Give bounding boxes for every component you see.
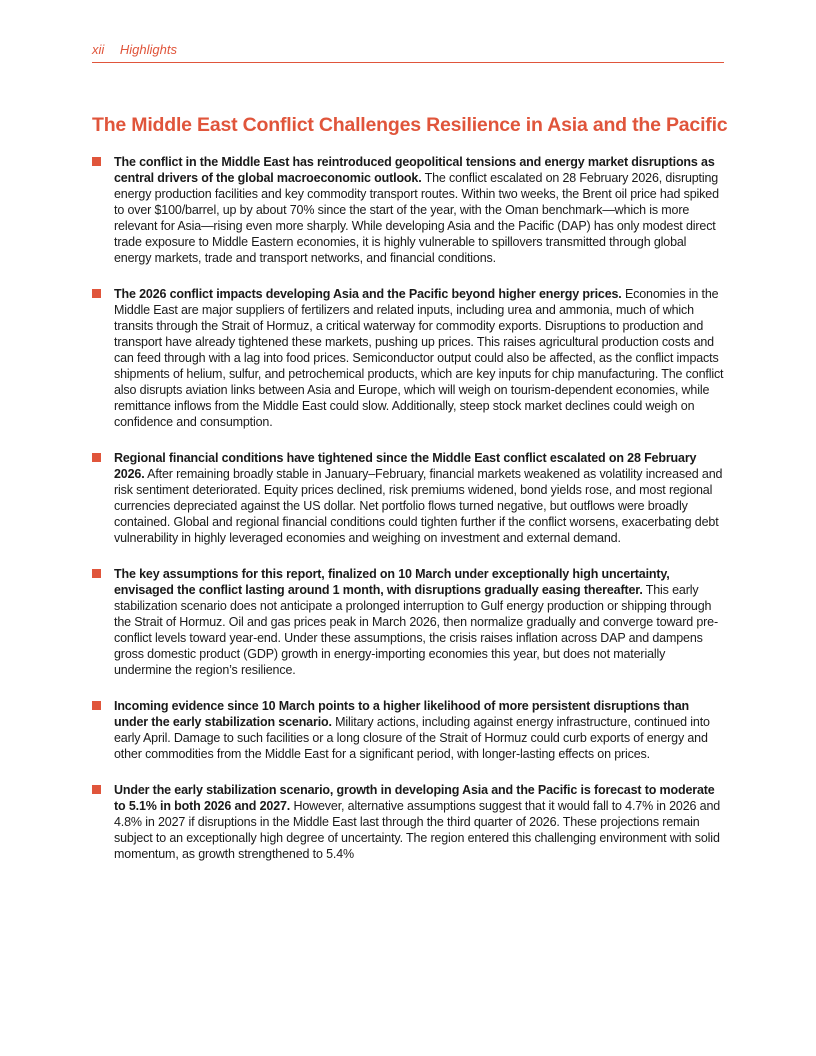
highlight-body: Economies in the Middle East are major suppliers of fertilizers and related inputs, including urea and ammonia, much of which transits through the Strait of Hormuz, a critical waterway for commodity exports. Disruptions to production and transport have already tightened these markets, pushing up prices. This raises agricultural production costs and can feed through with a lag into food prices. Semiconductor output could also be affected, as the conflict impacts shipments of helium, sulfur, and petrochemical products, which are key inputs for chip manufacturing. The conflict also disrupts aviation links between Asia and Europe, which will weigh on tourism-dependent economies, while remittance inflows from the Middle East could slow. Additionally, steep stock market declines could weigh on confidence and consumption. xyxy=(114,287,724,429)
highlights-list xyxy=(92,154,724,882)
highlight-body: However, alternative assumptions suggest that it would fall to 4.7% in 2026 and 4.8% in 2027 if disruptions in the Middle East last through the third quarter of 2026. These projections remain subject to an exceptionally high degree of uncertainty. The region entered this challenging environment with solid momentum, as growth strengthened to 5.4% xyxy=(114,799,721,861)
page-title: The Middle East Conflict Challenges Resilience in Asia and the Pacific xyxy=(92,114,728,136)
square-bullet-icon xyxy=(92,157,101,166)
square-bullet-icon xyxy=(92,453,101,462)
running-header xyxy=(92,42,724,63)
highlight-body: The conflict escalated on 28 February 2026, disrupting energy production facilities and key commodity transport routes. Within two weeks, the Brent oil price had spiked to over $100/barrel, up by about 70% since the start of the year, with the Oman benchmark—which is more relevant for Asia—rising even more sharply. While developing Asia and the Pacific (DAP) has only modest direct trade exposure to Middle Eastern economies, it is highly vulnerable to spillovers transmitted through global energy markets, trade and transport networks, and financial conditions. xyxy=(114,171,719,265)
highlight-body: After remaining broadly stable in January–February, financial markets weakened as volatility increased and risk sentiment deteriorated. Equity prices declined, risk premiums widened, bond yields rose, and most regional currencies depreciated against the US dollar. Net portfolio flows turned negative, but outflows were broadly contained. Global and regional financial conditions could tighten further if the conflict worsens, exacerbating debt vulnerability in highly leveraged economies and weighing on investment and external demand. xyxy=(114,467,723,545)
highlight-item xyxy=(92,450,724,546)
highlight-lead: The conflict in the Middle East has reintroduced geopolitical tensions and energy market disruptions as central drivers of the global macroeconomic outlook. xyxy=(114,155,715,185)
highlight-item xyxy=(92,566,724,678)
square-bullet-icon xyxy=(92,785,101,794)
highlight-lead: The key assumptions for this report, finalized on 10 March under exceptionally high uncertainty, envisaged the conflict lasting around 1 month, with disruptions gradually easing thereafter. xyxy=(114,567,670,597)
highlight-item xyxy=(92,286,724,430)
highlight-lead: Incoming evidence since 10 March points to a higher likelihood of more persistent disruptions than under the early stabilization scenario. xyxy=(114,699,689,729)
square-bullet-icon xyxy=(92,569,101,578)
page-number: xii xyxy=(92,42,105,57)
highlight-body: Military actions, including against energy infrastructure, continued into early April. Damage to such facilities or a long closure of the Strait of Hormuz could curb exports of energy and other commodities from the Middle East for a significant period, with longer-lasting effects on prices. xyxy=(114,715,710,761)
section-name: Highlights xyxy=(119,42,177,57)
highlight-item xyxy=(92,698,724,762)
highlight-item xyxy=(92,782,724,862)
highlight-lead: The 2026 conflict impacts developing Asia and the Pacific beyond higher energy prices. xyxy=(114,287,622,301)
highlight-item xyxy=(92,154,724,266)
highlight-lead: Regional financial conditions have tightened since the Middle East conflict escalated on 28 February 2026. xyxy=(114,451,697,481)
square-bullet-icon xyxy=(92,701,101,710)
highlight-body: This early stabilization scenario does not anticipate a prolonged interruption to Gulf energy production or shipping through the Strait of Hormuz. Oil and gas prices peak in March 2026, then normalize gradually and converge toward pre-conflict levels toward year-end. Under these assumptions, the crisis raises inflation across DAP and dampens gross domestic product (GDP) growth in energy-importing economies this year, but does not materially undermine the region’s resilience. xyxy=(114,583,718,677)
square-bullet-icon xyxy=(92,289,101,298)
highlight-lead: Under the early stabilization scenario, growth in developing Asia and the Pacific is forecast to moderate to 5.1% in both 2026 and 2027. xyxy=(114,783,715,813)
